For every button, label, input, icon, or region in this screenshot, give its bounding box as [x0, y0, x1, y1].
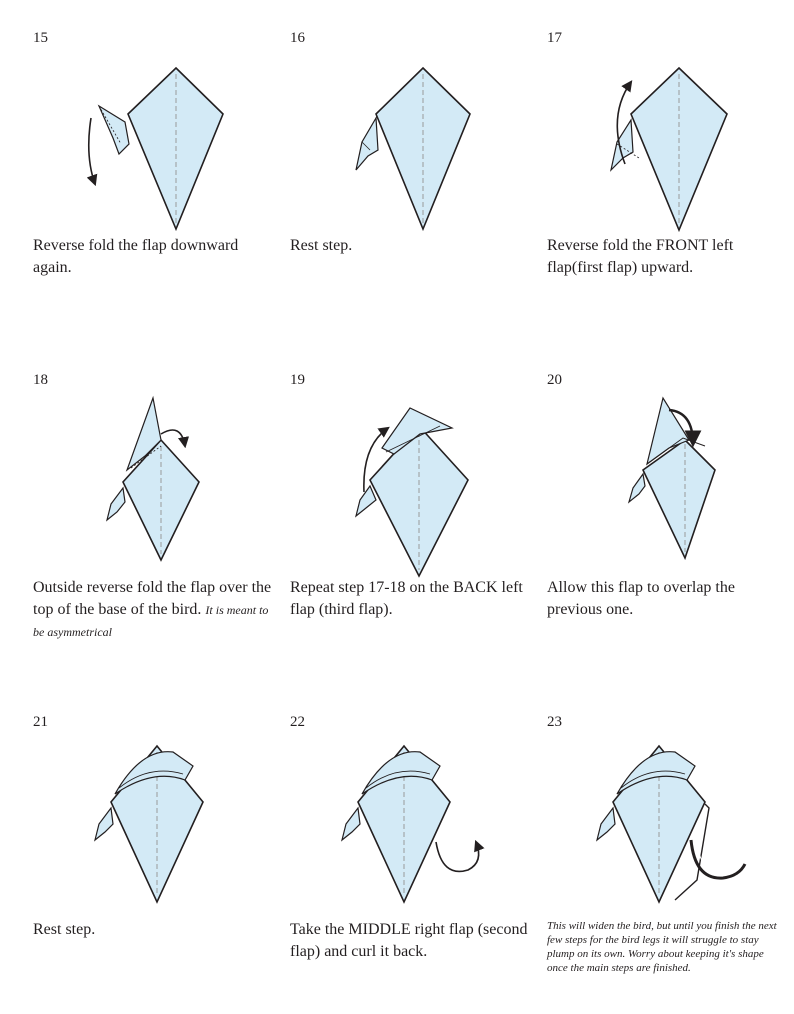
diagram-step-15	[33, 46, 283, 246]
diagram-step-20	[547, 388, 794, 588]
step-caption: Allow this flap to overlap the previous one.	[547, 579, 735, 618]
step-18	[33, 372, 283, 672]
diagram-step-21	[33, 730, 283, 930]
step-number: 23	[547, 714, 562, 730]
step-19	[290, 372, 540, 672]
step-caption: Take the MIDDLE right flap (second flap) and curl it back.	[290, 921, 528, 960]
step-number: 17	[547, 30, 562, 46]
step-number: 21	[33, 714, 48, 730]
diagram-step-19	[290, 388, 540, 588]
step-caption: Reverse fold the flap downward again.	[33, 237, 239, 276]
step-number: 20	[547, 372, 562, 388]
step-caption: Rest step.	[33, 921, 96, 938]
step-23	[547, 714, 794, 1014]
step-number: 16	[290, 30, 305, 46]
step-caption: Reverse fold the FRONT left flap(first flap) upward.	[547, 237, 734, 276]
step-caption: Repeat step 17-18 on the BACK left flap (third flap).	[290, 579, 523, 618]
step-17	[547, 30, 794, 330]
step-15	[33, 30, 283, 330]
step-20	[547, 372, 794, 672]
diagram-step-23	[547, 730, 794, 930]
diagram-step-17	[547, 46, 794, 246]
step-number: 22	[290, 714, 305, 730]
caption-text: Outside reverse fold the flap over the top of the base of the bird.	[33, 579, 272, 618]
diagram-step-18	[33, 388, 283, 588]
step-21	[33, 714, 283, 1014]
step-number: 18	[33, 372, 48, 388]
step-number: 19	[290, 372, 305, 388]
diagram-step-16	[290, 46, 540, 246]
step-16	[290, 30, 540, 330]
step-caption: Rest step.	[290, 237, 353, 254]
step-22	[290, 714, 540, 1014]
step-number: 15	[33, 30, 48, 46]
caption-note: It is meant to be asymmetrical	[33, 603, 269, 639]
diagram-step-22	[290, 730, 540, 930]
step-caption: This will widen the bird, but until you finish the next few steps for the bird legs it will struggle to stay plump on its own. Worry about keeping it's shape once the main steps are finished.	[547, 920, 777, 974]
step-caption	[33, 577, 273, 643]
